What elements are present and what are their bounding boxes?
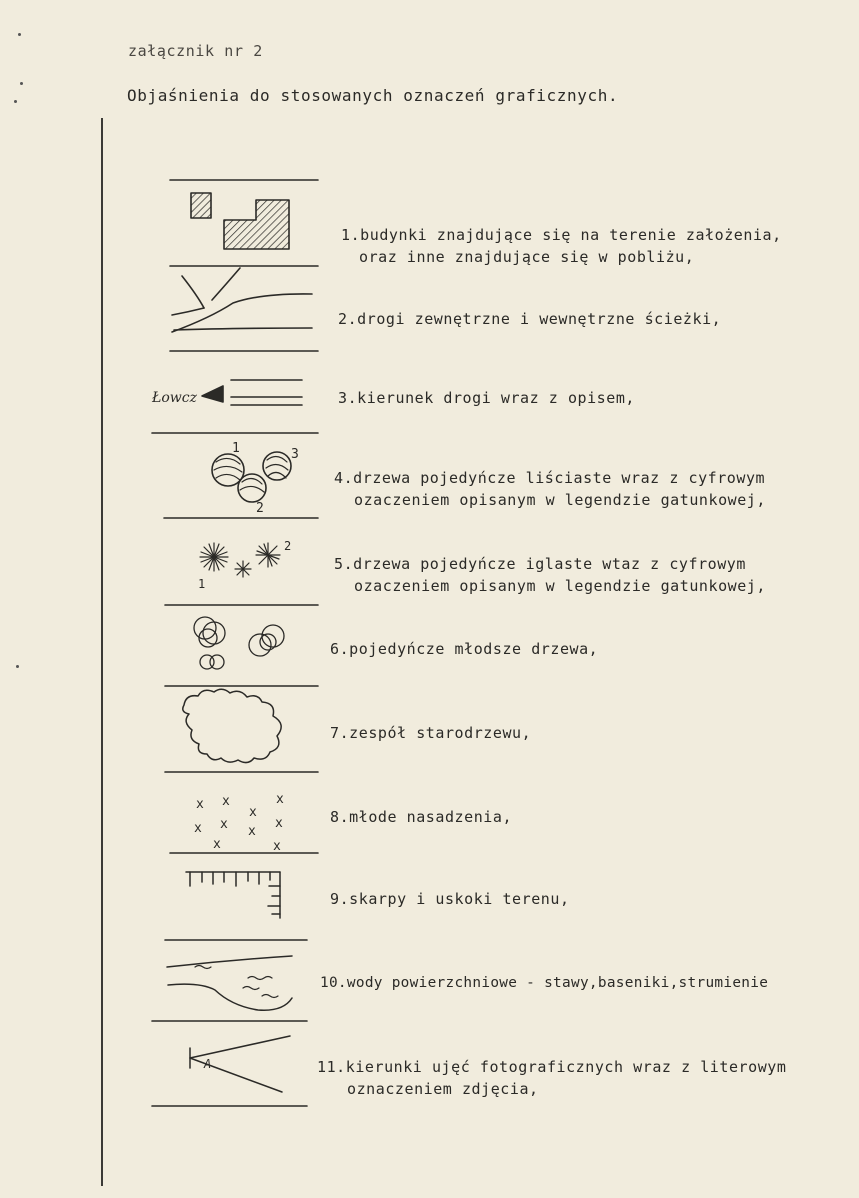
svg-text:x: x (196, 797, 204, 812)
legend-item-10 (320, 972, 768, 994)
buildings-icon (191, 193, 289, 249)
legend-item-8 (330, 806, 512, 828)
legend-item-1-line2: oraz inne znajdujące się w pobliżu, (359, 248, 695, 266)
separator-lines (152, 180, 318, 1106)
svg-text:x: x (273, 839, 281, 854)
legend-item-10-line1: 10.wody powierzchniowe - stawy,baseniki,strumienie (320, 975, 769, 991)
legend-item-5-line2: ozaczeniem opisanym w legendzie gatunkowej, (354, 577, 766, 595)
young-plantings-icon (194, 792, 284, 854)
legend-item-3 (338, 387, 635, 409)
svg-text:x: x (275, 816, 283, 831)
legend-item-2-line1: 2.drogi zewnętrzne i wewnętrzne ścieżki, (338, 310, 722, 328)
svg-text:x: x (220, 817, 228, 832)
legend-item-4-line1: 4.drzewa pojedyńcze liściaste wraz z cyfrowym (334, 469, 766, 487)
svg-text:x: x (222, 794, 230, 809)
old-tree-stand-icon (183, 689, 281, 762)
legend-item-7 (330, 722, 531, 744)
legend-item-7-line1: 7.zespół starodrzewu, (330, 724, 532, 742)
svg-text:x: x (276, 792, 284, 807)
deciduous-trees-icon (212, 441, 299, 516)
tree-number-3: 3 (291, 447, 299, 462)
legend-item-9 (330, 888, 570, 910)
svg-text:x: x (249, 805, 257, 820)
legend-item-4 (334, 467, 766, 511)
tree-number-1: 1 (232, 441, 240, 456)
legend-item-9-line1: 9.skarpy i uskoki terenu, (330, 890, 570, 908)
young-trees-icon (194, 617, 284, 669)
legend-item-6-line1: 6.pojedyńcze młodsze drzewa, (330, 640, 599, 658)
road-direction-label: Łowcz (152, 390, 197, 406)
slopes-icon (186, 872, 280, 918)
legend-item-6 (330, 638, 598, 660)
legend-item-11-line2: oznaczeniem zdjęcia, (347, 1080, 539, 1098)
attachment-label: załącznik nr 2 (128, 42, 263, 60)
svg-text:x: x (194, 821, 202, 836)
svg-text:x: x (248, 824, 256, 839)
roads-icon (172, 268, 312, 332)
road-direction-icon (151, 380, 302, 406)
legend-item-5 (334, 553, 766, 597)
legend-item-2 (338, 308, 721, 330)
legend-item-5-line1: 5.drzewa pojedyńcze iglaste wtaz z cyfrowym (334, 555, 746, 573)
legend-item-1 (341, 224, 782, 268)
legend-item-11-line1: 11.kierunki ujęć fotograficznych wraz z literowym (317, 1058, 787, 1076)
legend-item-3-line1: 3.kierunek drogi wraz z opisem, (338, 389, 636, 407)
photo-direction-label: A (204, 1057, 212, 1071)
legend-item-4-line2: ozaczeniem opisanym w legendzie gatunkowej, (354, 491, 766, 509)
legend-item-8-line1: 8.młode nasadzenia, (330, 808, 513, 826)
legend-item-11 (317, 1056, 786, 1100)
tree-number-2: 2 (256, 501, 264, 516)
photo-direction-icon (190, 1036, 290, 1092)
svg-text:x: x (213, 837, 221, 852)
page-title: Objaśnienia do stosowanych oznaczeń graficznych. (127, 86, 619, 105)
conifer-number-1: 1 (198, 577, 206, 591)
legend-item-1-line1: 1.budynki znajdujące się na terenie założenia, (341, 226, 782, 244)
conifer-number-2: 2 (284, 539, 292, 553)
surface-water-icon (167, 956, 292, 1010)
conifer-trees-icon (198, 539, 291, 591)
